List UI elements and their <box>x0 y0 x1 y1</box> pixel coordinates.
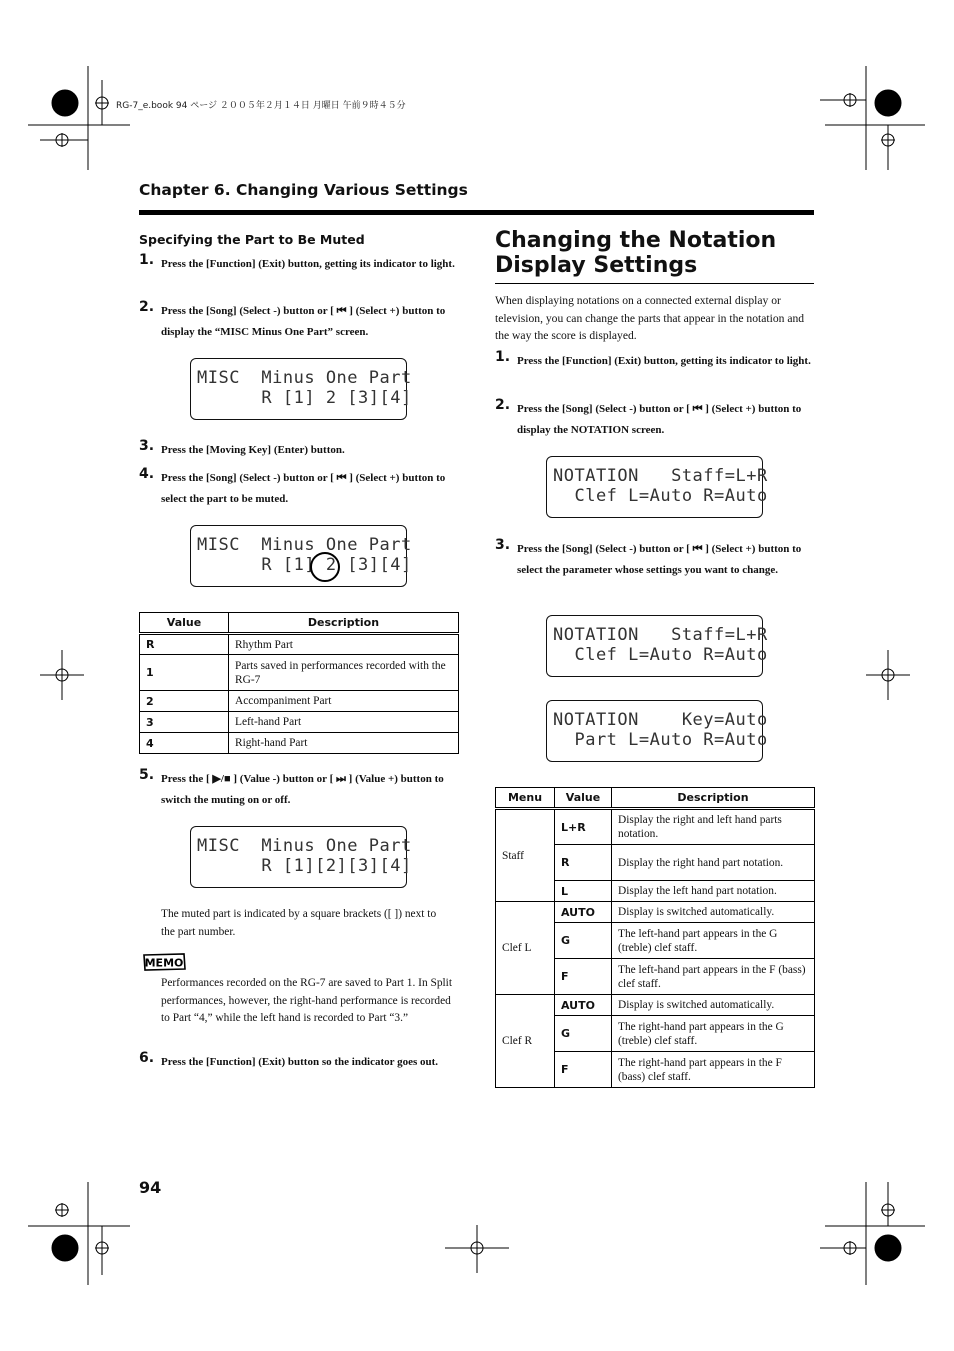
lcd-notation-1: NOTATION Staff=L+R Clef L=Auto R=Auto <box>546 456 763 518</box>
memo-label: MEMO <box>144 956 184 970</box>
section-intro: When displaying notations on a connected external display or television, you can change the parts that appear in the notation and the way the score is displayed. <box>495 294 805 342</box>
muted-note: The muted part is indicated by a square brackets ([ ]) next to the part number. <box>161 908 437 938</box>
page-number: 94 <box>139 1178 162 1197</box>
lcd-notation-3: NOTATION Key=Auto Part L=Auto R=Auto <box>546 700 763 762</box>
table-header: Menu <box>496 788 555 809</box>
lcd-misc-1: MISC Minus One Part R [1] 2 [3][4] <box>190 358 407 420</box>
highlight-circle <box>310 552 340 582</box>
table-row: 1 Parts saved in performances recorded with the RG-7 <box>140 655 459 691</box>
file-info: RG-7_e.book 94 ページ ２００５年２月１４日 月曜日 午前９時４５分 <box>116 101 406 111</box>
chapter-title: Chapter 6. Changing Various Settings <box>139 181 468 199</box>
section-heading: Changing the Notation Display Settings <box>495 228 777 278</box>
chapter-rule <box>139 210 814 215</box>
table-row: G The left-hand part appears in the G (treble) clef staff. <box>496 923 815 959</box>
table-header: Description <box>612 788 815 809</box>
table-row: 2 Accompaniment Part <box>140 691 459 712</box>
table-header: Value <box>555 788 612 809</box>
part-value-table <box>139 612 459 754</box>
table-row: R Display the right hand part notation. <box>496 845 815 881</box>
table-row: R Rhythm Part <box>140 634 459 655</box>
table-row: 3 Left-hand Part <box>140 712 459 733</box>
memo-icon <box>141 951 187 973</box>
table-row: L Display the left hand part notation. <box>496 881 815 902</box>
section-heading-rule <box>495 283 814 284</box>
table-header: Value <box>140 613 229 634</box>
table-row: F The right-hand part appears in the F (bass) clef staff. <box>496 1052 815 1088</box>
notation-settings-table <box>495 787 815 1088</box>
lcd-misc-3: MISC Minus One Part R [1][2][3][4] <box>190 826 407 888</box>
lcd-notation-2: NOTATION Staff=L+R Clef L=Auto R=Auto <box>546 615 763 677</box>
table-row: Clef L AUTO Display is switched automatically. <box>496 902 815 923</box>
memo-text: Performances recorded on the RG-7 are saved to Part 1. In Split performances, however, the right-hand performance is recorded to Part “4,” while the left hand is recorded to Part “3.” <box>161 977 453 1024</box>
table-row: G The right-hand part appears in the G (treble) clef staff. <box>496 1016 815 1052</box>
table-row: 4 Right-hand Part <box>140 733 459 754</box>
table-header: Description <box>229 613 459 634</box>
table-row: Staff L+R Display the right and left hand parts notation. <box>496 809 815 845</box>
table-row: Clef R AUTO Display is switched automatically. <box>496 995 815 1016</box>
table-row: F The left-hand part appears in the F (bass) clef staff. <box>496 959 815 995</box>
lcd-misc-2: MISC Minus One Part R [1] 2 [3][4] <box>190 525 407 587</box>
subheading-muted-part: Specifying the Part to Be Muted <box>139 232 365 247</box>
